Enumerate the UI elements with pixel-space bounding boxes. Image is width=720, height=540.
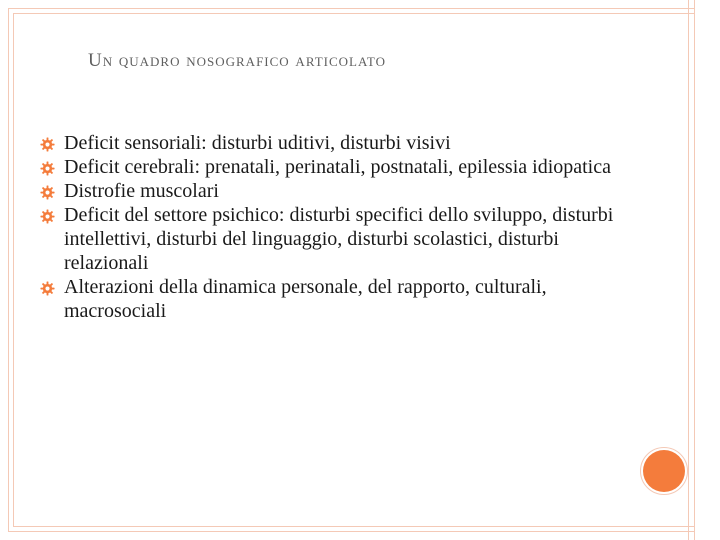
bullet-text: Deficit cerebrali: prenatali, perinatali, postnatali, epilessia idiopatica: [64, 156, 611, 178]
gear-icon: [40, 137, 55, 152]
gear-icon: [40, 209, 55, 224]
bullet-item: [40, 155, 640, 179]
bullet-text: Alterazioni della dinamica personale, del rapporto, culturali, macrosociali: [64, 276, 547, 322]
bullet-item: [40, 131, 640, 155]
bullet-text: Distrofie muscolari: [64, 180, 219, 202]
gear-icon: [40, 185, 55, 200]
gear-icon: [40, 161, 55, 176]
bullet-item: [40, 179, 640, 203]
decorative-circle: [643, 450, 685, 492]
bullet-list: [40, 131, 640, 323]
bullet-item: [40, 203, 640, 275]
bullet-text: Deficit del settore psichico: disturbi specifici dello sviluppo, disturbi intellettivi, disturbi del linguaggio, disturbi scolastici, disturbi relazionali: [64, 204, 614, 274]
right-margin-strip: [695, 0, 720, 540]
right-border-line: [688, 0, 689, 540]
right-border-line: [694, 0, 695, 540]
bullet-text: Deficit sensoriali: disturbi uditivi, disturbi visivi: [64, 132, 451, 154]
slide-title: Un quadro nosografico articolato: [88, 50, 387, 71]
gear-icon: [40, 281, 55, 296]
bullet-item: [40, 275, 640, 323]
